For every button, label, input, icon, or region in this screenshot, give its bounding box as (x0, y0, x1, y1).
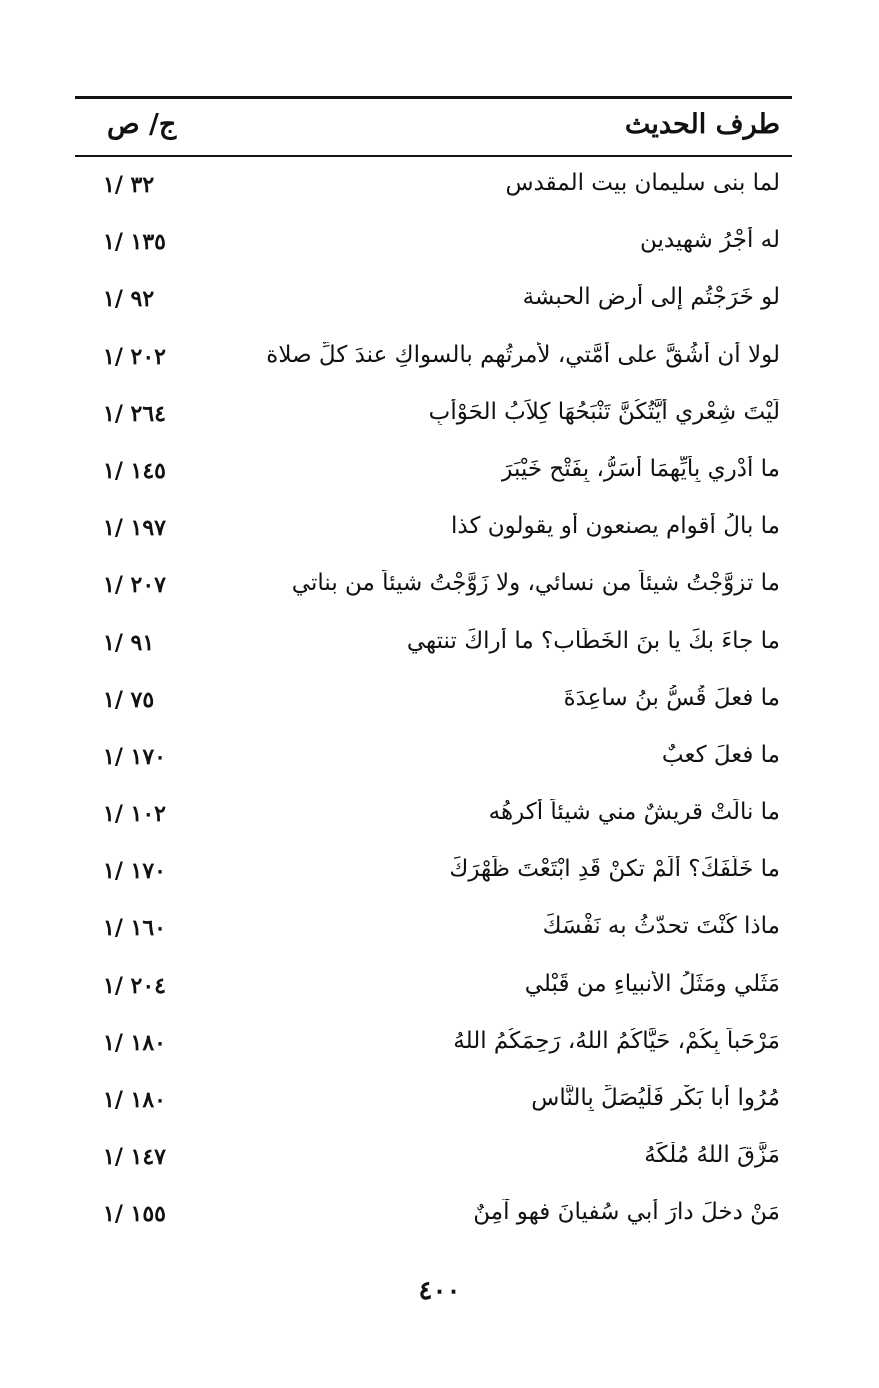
top-rule (75, 96, 792, 99)
index-row (75, 1020, 792, 1077)
volume-page-ref: ٢٠٧ /١ (103, 572, 166, 599)
hadith-text: مَنْ دخلَ دارَ أبي سُفيانَ فهو آمِنٌ (473, 1199, 780, 1226)
volume-page-ref: ١٨٠ /١ (103, 1087, 166, 1113)
index-row (75, 162, 792, 219)
index-row (75, 334, 792, 391)
hadith-text: لو خَرَجْتُم إلى أرضِ الحبشة (522, 284, 780, 311)
volume-page-ref: ٣٢ /١ (103, 172, 155, 198)
hadith-text: مُرُوا أبا بَكْرٍ فَلْيُصَلِّ بِالنَّاسِ (531, 1085, 780, 1111)
hadith-text: مَرْحَباً بِكُمْ، حَيَّاكُمُ اللهُ، رَحِمَكُمُ اللهُ (453, 1027, 780, 1054)
volume-page-ref: ١٦٠ /١ (103, 915, 166, 942)
volume-page-ref: ٩٢ /١ (103, 286, 155, 313)
hadith-text: ماذا كُنْتَ تحدّثُ به نَفْسَكَ (542, 913, 780, 940)
index-row (75, 219, 792, 276)
volume-page-ref: ٢٦٤ /١ (103, 400, 166, 427)
hadith-text: ما بالُ أقوامٍ يصنعون أو يقولون كذا (451, 513, 780, 540)
volume-page-ref: ٩١ /١ (103, 629, 155, 656)
hadith-text: ما نالَتْ قريشٌ مني شيئاً أكرهُه (488, 799, 780, 826)
volume-page-ref: ٢٠٢ /١ (103, 343, 166, 370)
index-row (75, 791, 792, 848)
header-rule (75, 155, 792, 157)
hadith-text: مَزَّقَ اللهُ مُلْكَهُ (644, 1142, 780, 1169)
header-volume-page: ج/ ص (107, 109, 177, 140)
volume-page-ref: ١٩٧ /١ (103, 515, 166, 542)
index-row (75, 905, 792, 962)
hadith-text: ما فعلَ قُسُّ بنُ ساعِدَةَ (563, 684, 780, 711)
header-hadith-title: طرف الحديث (624, 109, 780, 140)
hadith-text: لولا أن أَشُقَّ على أُمَّتي، لأمرتُهم بالسواكِ عندَ كلِّ صلاة (266, 341, 780, 368)
index-row (75, 677, 792, 734)
index-row (75, 562, 792, 619)
hadith-text: مَثَلي ومَثَلُ الأنبياءِ من قَبْلي (524, 970, 780, 997)
volume-page-ref: ١٤٥ /١ (103, 457, 166, 484)
volume-page-ref: ١٥٥ /١ (103, 1201, 166, 1228)
hadith-text: لما بنى سليمان بيت المقدس (505, 170, 780, 196)
index-row (75, 734, 792, 791)
index-row (75, 848, 792, 905)
volume-page-ref: ١٧٠ /١ (103, 858, 166, 885)
index-row (75, 276, 792, 333)
hadith-text: لَيْتَ شِعْرِي أَيَّتُكُنَّ تَنْبَحُهَا كِلاَبُ الحَوْأَبِ (428, 398, 780, 425)
volume-page-ref: ٢٠٤ /١ (103, 972, 166, 999)
volume-page-ref: ١٠٢ /١ (103, 801, 166, 828)
table-header (75, 103, 792, 151)
volume-page-ref: ١٨٠ /١ (103, 1029, 166, 1056)
page-number: ٤٠٠ (418, 1276, 461, 1306)
hadith-text: له أَجْرُ شهيدينِ (639, 227, 780, 254)
hadith-text: ما تزوَّجْتُ شيئاً من نسائي، ولا زَوَّجْتُ شيئاً من بناتي (291, 570, 780, 597)
hadith-text: ما أَدْرِي بِأَيِّهِمَا أُسَرُّ، بِفَتْحِ خَيْبَرَ (501, 455, 780, 482)
volume-page-ref: ١٣٥ /١ (103, 229, 166, 256)
index-row (75, 620, 792, 677)
index-row (75, 448, 792, 505)
volume-page-ref: ١٤٧ /١ (103, 1144, 166, 1171)
hadith-text: ما جاءَ بكَ يا بنَ الخَطَّاب؟ ما أراكَ تنتهي (406, 627, 780, 654)
hadith-text: ما خَلَّفَكَ؟ أَلَمْ تكنْ قَدِ ابْتَعْتَ ظَهْرَكَ (449, 856, 780, 883)
index-row (75, 391, 792, 448)
hadith-index-list (75, 162, 792, 1249)
index-row (75, 1134, 792, 1191)
volume-page-ref: ٧٥ /١ (103, 686, 155, 713)
index-row (75, 505, 792, 562)
index-row (75, 1191, 792, 1248)
index-row (75, 1077, 792, 1134)
hadith-text: ما فعلَ كعبٌ (661, 741, 780, 768)
index-row (75, 963, 792, 1020)
volume-page-ref: ١٧٠ /١ (103, 743, 166, 770)
